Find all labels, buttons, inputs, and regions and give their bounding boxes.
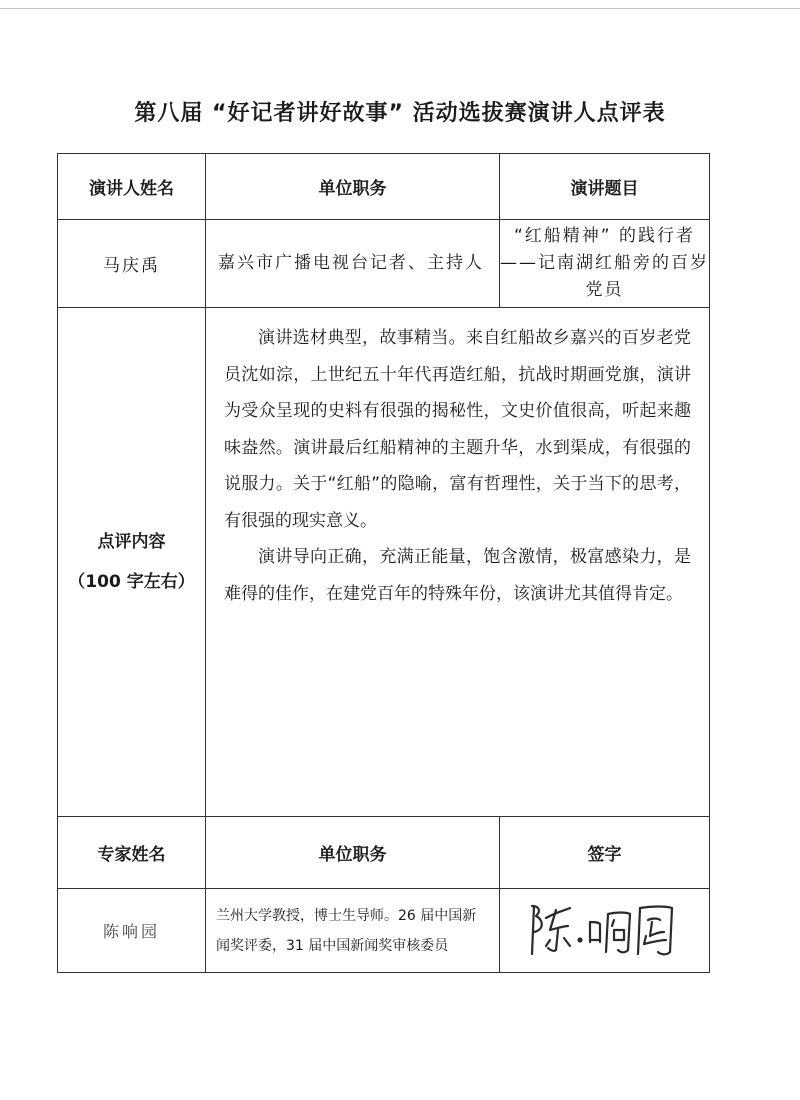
speaker-name-header: 演讲人姓名 (58, 154, 206, 220)
expert-header-row (58, 817, 710, 889)
speech-topic: “红船精神” 的践行者——记南湖红船旁的百岁党员 (500, 220, 710, 308)
comment-label: 点评内容 (97, 532, 166, 552)
handwritten-signature (520, 896, 690, 962)
comment-paragraph: 演讲导向正确，充满正能量，饱含激情，极富感染力，是难得的佳作，在建党百年的特殊年份，该演讲尤其值得肯定。 (224, 547, 691, 604)
expert-name-header: 专家姓名 (58, 817, 206, 889)
expert-value-row (58, 889, 710, 973)
speaker-topic-header: 演讲题目 (500, 154, 710, 220)
speaker-name: 马庆禹 (58, 220, 206, 308)
comment-label-cell (58, 308, 206, 817)
speaker-value-row (58, 220, 710, 308)
comment-row (58, 308, 710, 817)
top-rule (0, 8, 800, 9)
comment-content (206, 308, 710, 817)
expert-unit-header: 单位职务 (206, 817, 500, 889)
signature-cell (500, 889, 710, 973)
expert-name: 陈响园 (58, 889, 206, 973)
expert-unit: 兰州大学教授，博士生导师。26 届中国新闻奖评委，31 届中国新闻奖审核委员 (206, 889, 500, 973)
signature-header: 签字 (500, 817, 710, 889)
evaluation-form (57, 153, 710, 973)
comment-label-note: （100 字左右） (68, 572, 195, 592)
speaker-unit: 嘉兴市广播电视台记者、主持人 (206, 220, 500, 308)
speaker-header-row (58, 154, 710, 220)
page-title: 第八届 “好记者讲好故事” 活动选拔赛演讲人点评表 (134, 101, 666, 126)
speaker-unit-header: 单位职务 (206, 154, 500, 220)
comment-paragraph: 演讲选材典型，故事精当。来自红船故乡嘉兴的百岁老党员沈如淙，上世纪五十年代再造红船，抗战时期画党旗，演讲为受众呈现的史料有很强的揭秘性，文史价值很高，听起来趣味盎然。演讲最后红船精神的主题升华，水到渠成，有很强的说服力。关于“红船”的隐喻，富有哲理性，关于当下的思考，有很强的现实意义。 (224, 328, 691, 531)
